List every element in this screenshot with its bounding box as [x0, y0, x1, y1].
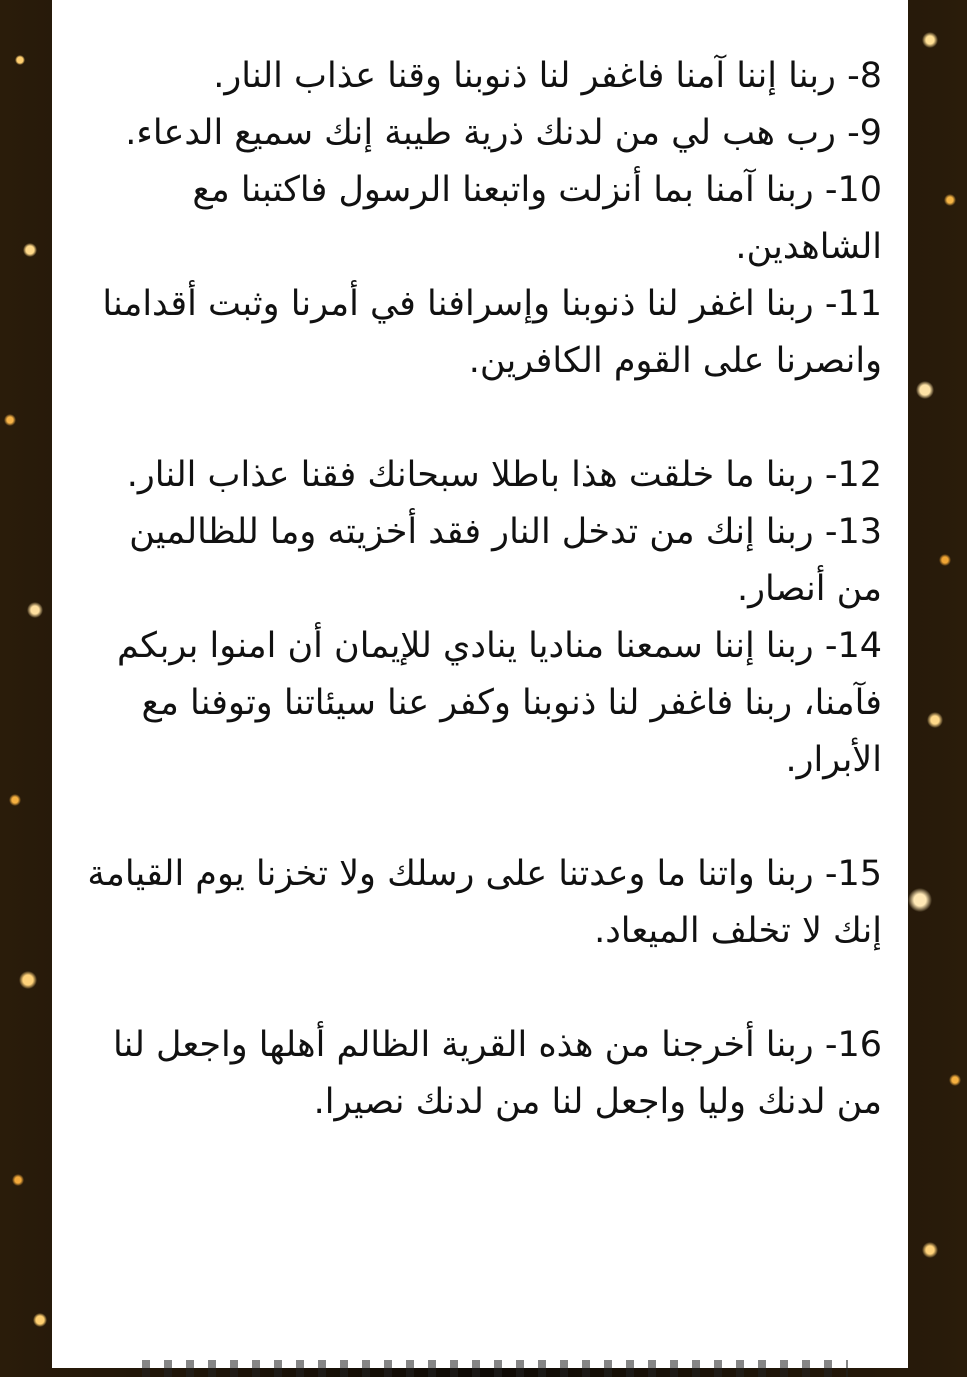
dua-number: 15- [824, 854, 882, 894]
dua-list [78, 48, 882, 1131]
dua-item-11 [78, 276, 882, 390]
dua-number: 9- [847, 113, 882, 153]
dua-text: ربنا آمنا بما أنزلت واتبعنا الرسول فاكتبنا مع الشاهدين. [192, 170, 882, 267]
dua-item-15 [78, 846, 882, 960]
dua-item-14 [78, 618, 882, 789]
dua-text: ربنا ما خلقت هذا باطلا سبحانك فقنا عذاب النار. [126, 455, 814, 495]
dua-item-8 [78, 48, 882, 105]
dua-text: ربنا أخرجنا من هذه القرية الظالم أهلها واجعل لنا من لدنك وليا واجعل لنا من لدنك نصيرا. [112, 1025, 882, 1122]
dua-number: 11- [824, 284, 882, 324]
dua-number: 16- [824, 1025, 882, 1065]
dua-number: 8- [847, 56, 882, 96]
dua-number: 10- [824, 170, 882, 210]
dua-number: 12- [824, 455, 882, 495]
dua-item-9 [78, 105, 882, 162]
dua-text: ربنا واتنا ما وعدتنا على رسلك ولا تخزنا يوم القيامة إنك لا تخلف الميعاد. [87, 854, 882, 951]
dua-text: ربنا اغفر لنا ذنوبنا وإسرافنا في أمرنا وثبت أقدامنا وانصرنا على القوم الكافرين. [102, 284, 882, 381]
dua-item-13 [78, 504, 882, 618]
dua-text: رب هب لي من لدنك ذرية طيبة إنك سميع الدعاء. [125, 113, 836, 153]
dua-item-16 [78, 1017, 882, 1131]
dua-text: ربنا إننا آمنا فاغفر لنا ذنوبنا وقنا عذاب النار. [213, 56, 836, 96]
dua-text: ربنا إنك من تدخل النار فقد أخزيته وما للظالمين من أنصار. [129, 512, 882, 609]
cut-off-next-line [142, 1360, 848, 1377]
dua-item-10 [78, 162, 882, 276]
dua-item-12 [78, 447, 882, 504]
dua-number: 14- [824, 626, 882, 666]
document-page [52, 0, 908, 1368]
dua-text: ربنا إننا سمعنا مناديا ينادي للإيمان أن امنوا بربكم فآمنا، ربنا فاغفر لنا ذنوبنا وكفر عنا سيئاتنا وتوفنا مع الأبرار. [116, 626, 882, 780]
dua-number: 13- [824, 512, 882, 552]
